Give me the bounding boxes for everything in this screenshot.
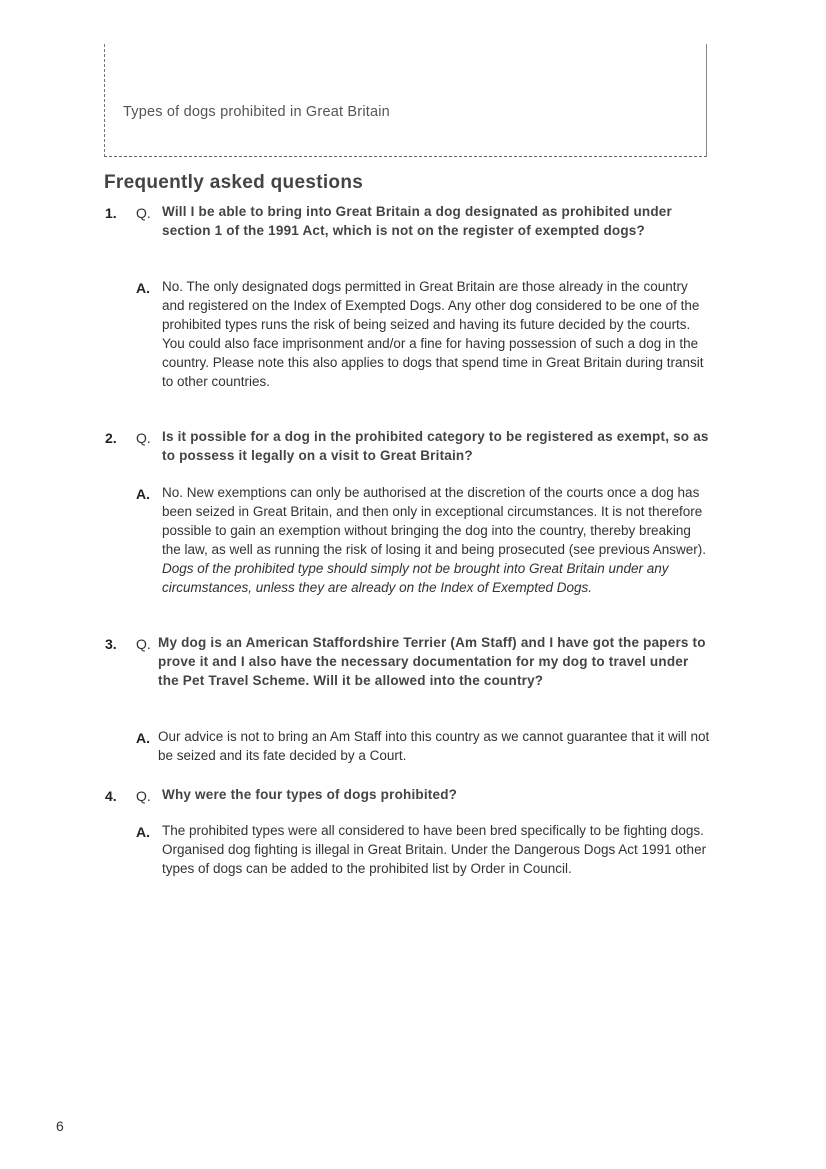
- answer-marker: A.: [136, 730, 150, 746]
- question-text: Why were the four types of dogs prohibited?: [162, 787, 458, 802]
- question-marker: Q.: [136, 430, 151, 446]
- answer-marker: A.: [136, 486, 150, 502]
- question-number: 2.: [105, 430, 117, 446]
- question-text: Will I be able to bring into Great Britain a dog designated as prohibited under section 1 of the 1991 Act, which is not on the register of exempted dogs?: [162, 204, 672, 238]
- page-title: Types of dogs prohibited in Great Britain: [123, 104, 390, 120]
- answer-marker: A.: [136, 824, 150, 840]
- header-box: [104, 44, 707, 157]
- page-number: 6: [56, 1118, 64, 1134]
- faq-heading: Frequently asked questions: [104, 172, 364, 193]
- question-number: 4.: [105, 788, 117, 804]
- answer-text: Our advice is not to bring an Am Staff into this country as we cannot guarantee that it will not be seized and its fate decided by a Court.: [158, 729, 710, 763]
- question-marker: Q.: [136, 636, 151, 652]
- answer-marker: A.: [136, 280, 150, 296]
- answer-text: The prohibited types were all considered to have been bred specifically to be fighting dogs. Organised dog fighting is illegal in Great Britain. Under the Dangerous Dogs Act 1991 other types of dogs can be added to the prohibited list by Order in Council.: [162, 823, 707, 876]
- question-text: My dog is an American Staffordshire Terrier (Am Staff) and I have got the papers to prove it and I also have the necessary documentation for my dog to travel under the Pet Travel Scheme. Will it be allowed into the country?: [158, 635, 706, 688]
- answer-text: No. The only designated dogs permitted in Great Britain are those already in the country and registered on the Index of Exempted Dogs. Any other dog considered to be one of the prohibited types runs the risk of being seized and having its future decided by the courts. You could also face imprisonment and/or a fine for having possession of such a dog in the country. Please note this also applies to dogs that spend time in Great Britain during transit to other countries.: [162, 279, 704, 389]
- question-number: 3.: [105, 636, 117, 652]
- answer-text-italic: Dogs of the prohibited type should simply not be brought into Great Britain under any circumstances, unless they are already on the Index of Exempted Dogs.: [162, 561, 669, 595]
- question-number: 1.: [105, 205, 117, 221]
- question-marker: Q.: [136, 205, 151, 221]
- question-marker: Q.: [136, 788, 151, 804]
- answer-text: [162, 483, 710, 597]
- question-text: Is it possible for a dog in the prohibited category to be registered as exempt, so as to possess it legally on a visit to Great Britain?: [162, 429, 709, 463]
- answer-text-regular: No. New exemptions can only be authorised at the discretion of the courts once a dog has been seized in Great Britain, and then only in exceptional circumstances. It is not therefore possible to gain an exemption without bringing the dog into the country, thereby breaking the law, as well as running the risk of losing it and being prosecuted (see previous Answer).: [162, 485, 707, 557]
